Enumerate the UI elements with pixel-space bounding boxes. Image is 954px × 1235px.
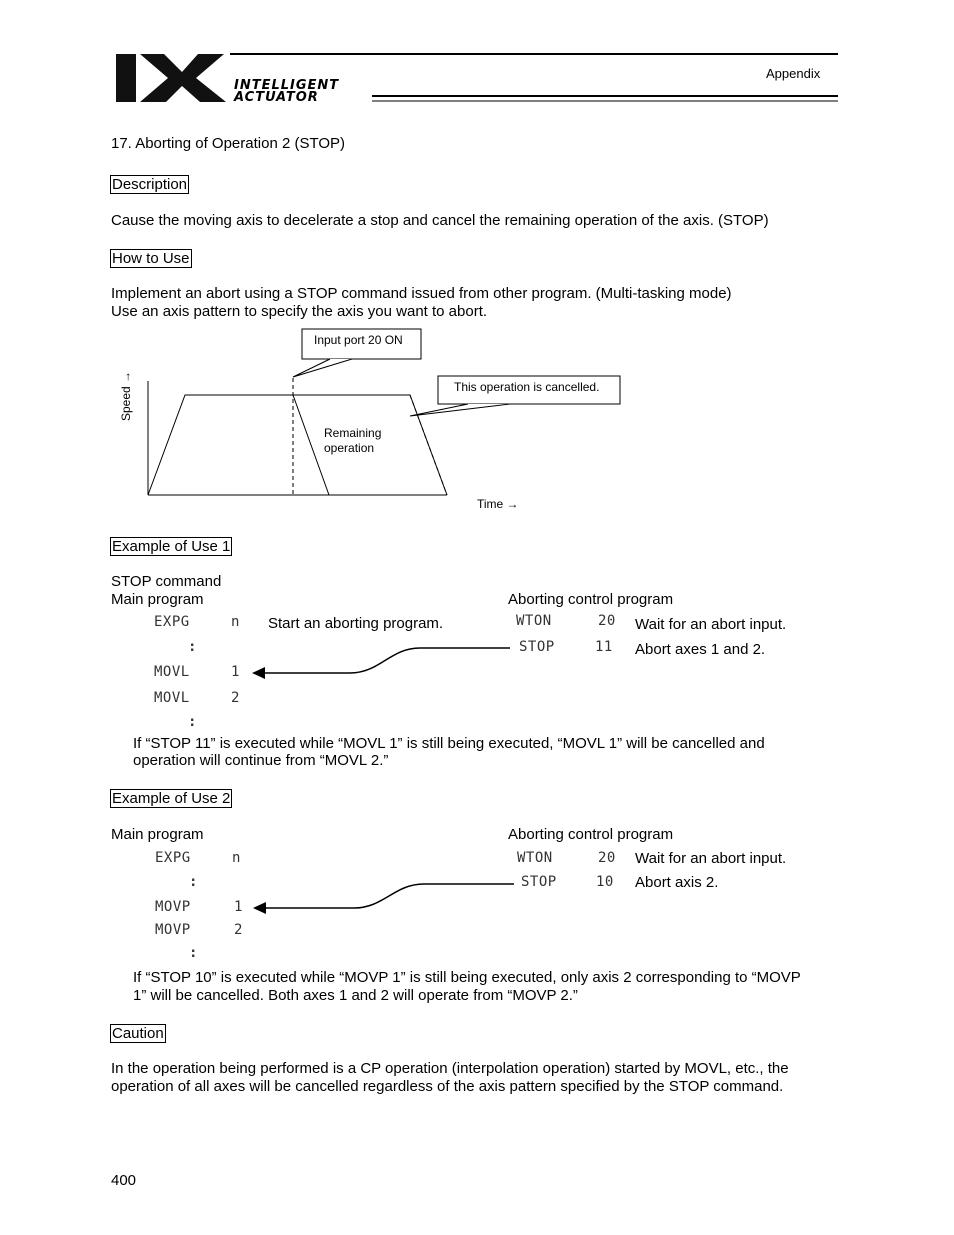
- code-cmd: :: [189, 874, 198, 890]
- example1-note-line2: operation will continue from “MOVL 2.”: [133, 752, 389, 769]
- how-to-use-heading: How to Use: [112, 250, 190, 267]
- caution-line2: operation of all axes will be cancelled regardless of the axis pattern specified by the STOP command.: [111, 1078, 784, 1095]
- example1-heading: Example of Use 1: [112, 538, 231, 555]
- example1-main-label: Main program: [111, 591, 204, 608]
- code-arg: 11: [595, 639, 613, 655]
- callout-cancelled: This operation is cancelled.: [454, 380, 600, 394]
- code-cmd: MOVP: [155, 899, 191, 915]
- page-number: 400: [111, 1172, 137, 1189]
- example2-note-line1: If “STOP 10” is executed while “MOVP 1” is still being executed, only axis 2 corresponding to “MOVP: [133, 969, 801, 986]
- code-cmd: :: [188, 639, 197, 655]
- callout-input-port: Input port 20 ON: [314, 333, 403, 347]
- example1-note-line1: If “STOP 11” is executed while “MOVL 1” is still being executed, “MOVL 1” will be cancelled and: [133, 735, 765, 752]
- code-comment: Abort axes 1 and 2.: [635, 641, 766, 658]
- x-axis-label: Time →: [477, 497, 519, 511]
- code-cmd: WTON: [516, 613, 552, 629]
- code-cmd: MOVL: [154, 690, 190, 706]
- example1-abort-label: Aborting control program: [508, 591, 674, 608]
- code-arg: n: [231, 614, 240, 630]
- example2-heading: Example of Use 2: [112, 790, 231, 807]
- code-cmd: MOVP: [155, 922, 191, 938]
- code-arg: 2: [234, 922, 243, 938]
- logo-text-intelligent: INTELLIGENT: [234, 78, 340, 93]
- code-arg: 20: [598, 850, 616, 866]
- caution-line1: In the operation being performed is a CP operation (interpolation operation) started by MOVL, etc., the: [111, 1060, 789, 1077]
- code-arg: 20: [598, 613, 616, 629]
- code-arg: 10: [596, 874, 614, 890]
- example2-main-label: Main program: [111, 826, 204, 843]
- code-arg: 1: [234, 899, 243, 915]
- code-cmd: :: [188, 714, 197, 730]
- description-heading: Description: [112, 176, 188, 193]
- caution-heading: Caution: [112, 1025, 164, 1042]
- code-comment: Wait for an abort input.: [635, 616, 787, 633]
- example2-abort-label: Aborting control program: [508, 826, 674, 843]
- example1-main-comment: Start an aborting program.: [268, 615, 444, 632]
- code-cmd: MOVL: [154, 664, 190, 680]
- description-text: Cause the moving axis to decelerate a stop and cancel the remaining operation of the axis. (STOP): [111, 212, 769, 229]
- code-cmd: WTON: [517, 850, 553, 866]
- code-cmd: :: [189, 945, 198, 961]
- code-comment: Wait for an abort input.: [635, 850, 787, 867]
- code-cmd: EXPG: [155, 850, 191, 866]
- example2-note-line2: 1” will be cancelled. Both axes 1 and 2 will operate from “MOVP 2.”: [133, 987, 578, 1004]
- how-to-use-line2: Use an axis pattern to specify the axis you want to abort.: [111, 303, 488, 320]
- remaining-label-1: Remaining: [324, 426, 382, 440]
- y-axis-label: Speed →: [119, 370, 134, 422]
- code-cmd: STOP: [521, 874, 557, 890]
- remaining-label-2: operation: [324, 441, 375, 455]
- code-cmd: STOP: [519, 639, 555, 655]
- code-arg: 2: [231, 690, 240, 706]
- code-arg: 1: [231, 664, 240, 680]
- code-cmd: EXPG: [154, 614, 190, 630]
- section-title: 17. Aborting of Operation 2 (STOP): [111, 135, 346, 152]
- code-comment: Abort axis 2.: [635, 874, 719, 891]
- example1-subtitle: STOP command: [111, 573, 222, 590]
- code-arg: n: [232, 850, 241, 866]
- logo-text-actuator: ACTUATOR: [234, 90, 319, 105]
- header-section: Appendix: [766, 66, 821, 81]
- how-to-use-line1: Implement an abort using a STOP command issued from other program. (Multi-tasking mode): [111, 285, 732, 302]
